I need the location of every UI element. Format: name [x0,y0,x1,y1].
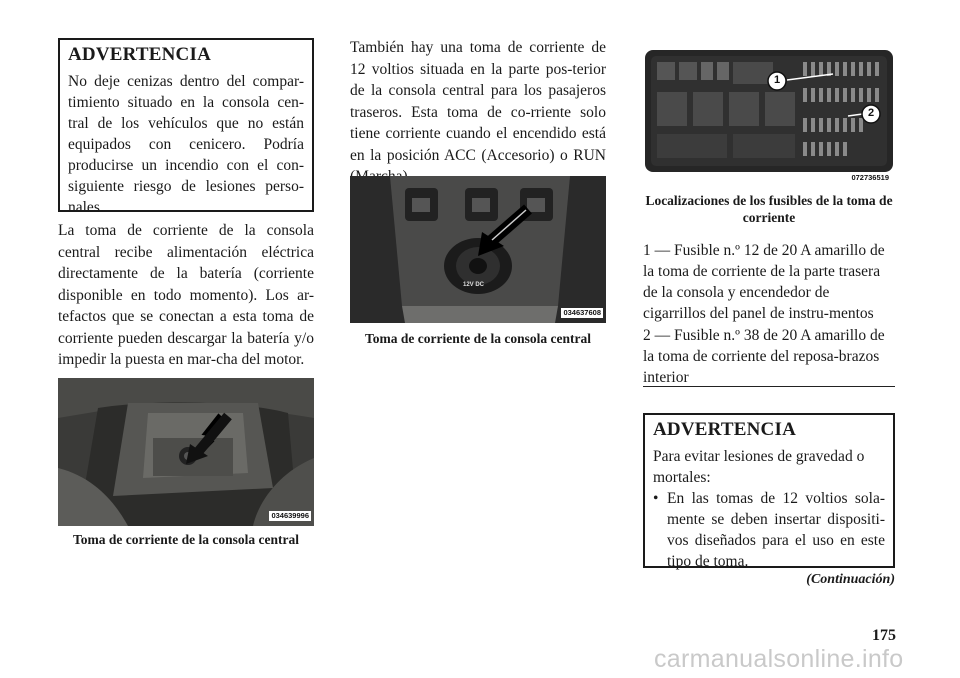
callout-2: 2 [867,107,875,119]
left-paragraph: La toma de corriente de la consola central recibe alimentación eléctrica directamente de la batería (corriente disponible en todo momento). Los ar-tefactos que se conectan a esta toma de corriente pueden descargar la batería y/o impedir la puesta en mar-cha del motor. [58,222,314,368]
armrest-outlet-photo [58,378,314,526]
console-outlet-image [350,176,606,323]
armrest-outlet-image [58,378,314,526]
outlet-label: 12V DC [463,282,485,288]
watermark: carmanualsonline.info [654,645,904,673]
continuation-note: (Continuación) [806,572,895,587]
figure-caption-armrest: Toma de corriente de la consola central [73,532,299,547]
page-number: 175 [872,627,896,644]
warning-title: ADVERTENCIA [653,419,796,440]
warning-text: No deje cenizas dentro del compar-timiento situado en la consola cen-tral de los vehículos que no están equipados con cenicero. Podría producirse un incendio con el con-siguiente riesgo de lesiones perso-nales. [68,73,304,216]
figure-caption-console: Toma de corriente de la consola central [365,331,591,346]
warning-box-outlet [643,413,895,568]
warning-intro: Para evitar lesiones de gravedad o mortales: [653,448,865,486]
bullet-icon: • [653,490,659,507]
figure-code: 034639996 [271,511,309,520]
console-outlet-photo [350,176,606,323]
fuse-item-2: 2 — Fusible n.º 38 de 20 A amarillo de la toma de corriente del reposa-brazos interior [643,327,885,386]
warning-bullet-text: En las tomas de 12 voltios sola-mente se deben insertar dispositi-vos diseñados para el uso en este tipo de toma. [667,490,885,570]
middle-paragraph: También hay una toma de corriente de 12 voltios situada en la parte pos-terior de la consola central para los pasajeros traseros. Esta toma de co-rriente solo tiene corriente cuando el encendido está en la posición ACC (Accesorio) o RUN [350,39,606,164]
figure-code: 072736519 [851,173,889,182]
warning-bullet-item [653,488,885,572]
fuse-item-1: 1 — Fusible n.º 12 de 20 A amarillo de la toma de corriente de la parte trasera de la consola y encendedor de cigarrillos del panel de instru-mentos [643,242,885,322]
warning-title: ADVERTENCIA [68,44,211,65]
section-divider [643,386,895,387]
callout-1: 1 [773,74,781,86]
fuse-box-photo [643,48,895,186]
figure-caption-fuses: Localizaciones de los fusibles de la toma de corriente [645,193,893,225]
warning-box-ashtray [58,38,314,216]
figure-code: 034637608 [563,308,601,317]
fuse-box-image [643,48,895,186]
